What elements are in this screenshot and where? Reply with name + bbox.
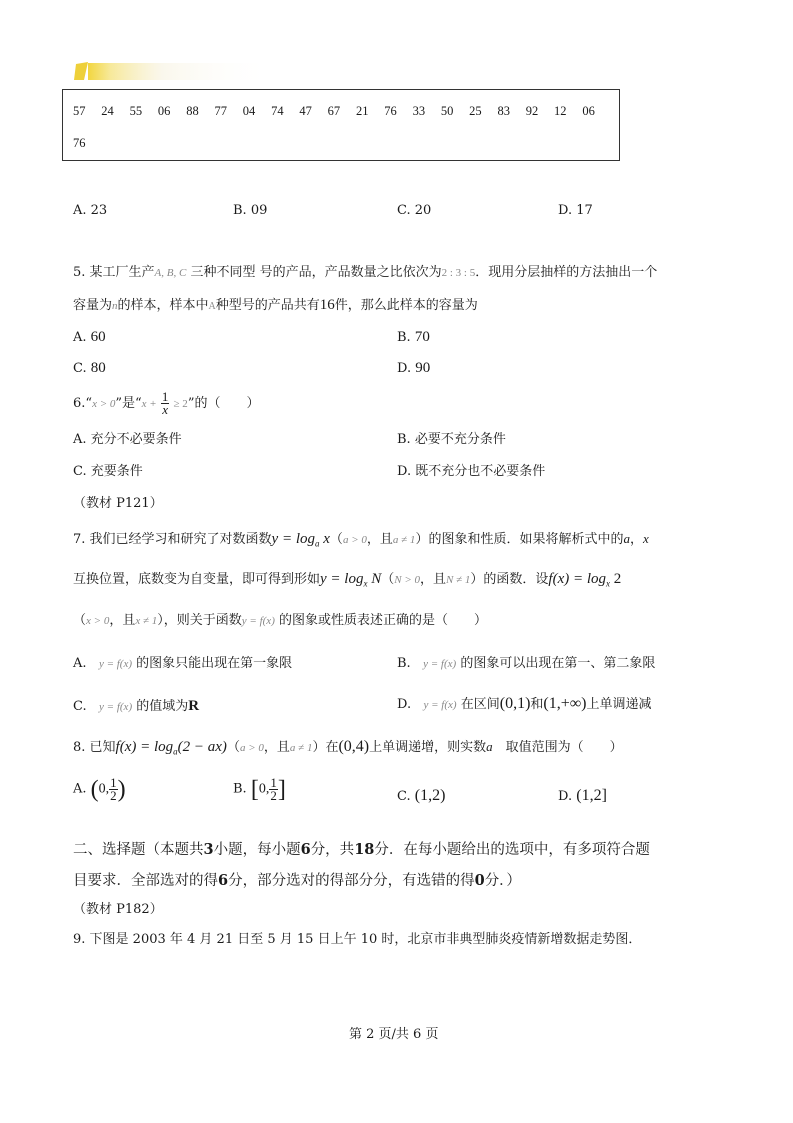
option-math-interval: (1,+∞) <box>543 695 587 712</box>
section-text: 目要求．全部选对的得 <box>73 873 218 889</box>
q7-line-1 <box>73 531 649 552</box>
option-math: y = f(x) <box>423 658 457 670</box>
random-number-cell: 25 <box>469 104 482 118</box>
section-text: 二、选择题（本题共 <box>73 842 204 858</box>
q7-option-d <box>397 696 652 713</box>
option-value: 80 <box>90 360 106 376</box>
option-label: D. <box>397 697 412 712</box>
q7-text: 互换位置，底数变为自变量，即可得到形如 <box>73 572 321 587</box>
option-paren: ) <box>117 776 126 803</box>
q8-math-sub: a <box>173 746 178 757</box>
q5-line-1 <box>73 265 657 281</box>
section-text: 分．） <box>484 873 521 889</box>
q7-text: （ <box>329 532 343 547</box>
header-logo <box>74 60 274 82</box>
option-fraction <box>269 777 278 802</box>
q8-math-arg: (2 − ax) <box>177 739 227 755</box>
option-text: 在区间 <box>460 697 500 712</box>
q8-text: 取值范围为（ ） <box>492 740 623 755</box>
random-number-cell: 06 <box>157 104 171 118</box>
random-number-cell: 12 <box>554 104 567 118</box>
section-number: 18 <box>354 841 375 858</box>
q8-math-cond: a ≠ 1 <box>289 742 313 754</box>
q7-text: ， <box>629 532 643 547</box>
q8-option-a <box>73 777 126 802</box>
q5-text: 种型号的产品共有 <box>215 298 320 313</box>
page-footer: 第 2 页/共 6 页 <box>349 1027 439 1042</box>
q7-option-c <box>73 698 199 715</box>
q8-math-a: a <box>486 739 493 754</box>
fraction-denominator: 2 <box>110 788 117 803</box>
q6-math-x-plus: x + <box>141 398 157 410</box>
q5-text: 三种不同型 号的产品，产品数量之比依次为 <box>186 265 442 280</box>
q5-text: 容量为 <box>73 298 113 313</box>
random-number-cell: 88 <box>186 104 199 118</box>
q7-math-cond: N > 0 <box>394 574 421 586</box>
q5-option-b <box>397 329 430 346</box>
option-paren: ] <box>277 776 286 803</box>
option-math: (1,2) <box>414 787 446 804</box>
section-number: 0 <box>474 872 485 889</box>
q7-option-a <box>73 656 292 672</box>
option-label: C. <box>397 789 411 804</box>
section-number: 3 <box>203 841 214 858</box>
q5-line-2 <box>73 297 478 315</box>
random-number-cell: 76 <box>384 104 397 118</box>
option-label: A. <box>73 781 87 797</box>
option-label: C. <box>73 361 87 376</box>
q7-math-sub: a <box>315 538 320 549</box>
random-number-cell: 67 <box>327 104 341 118</box>
q7-text: ）的图象和性质．如果将解析式中的 <box>415 532 624 547</box>
q5-math-ratio: 2 : 3 : 5 <box>441 267 476 279</box>
random-number-cell: 57 <box>73 104 86 118</box>
q7-text: （ <box>381 572 395 587</box>
q5-option-c <box>73 360 106 377</box>
random-number-cell: 76 <box>73 136 86 150</box>
q6-math-cond1: x > 0 <box>92 398 116 410</box>
option-text: 的图象可以出现在第一、第二象限 <box>460 656 656 671</box>
number-row-1 <box>73 104 611 119</box>
random-number-cell: 04 <box>242 104 256 118</box>
fraction-numerator: 1 <box>161 389 169 404</box>
q7-math-two: 2 <box>610 571 622 587</box>
option-text: 上单调递减 <box>586 697 652 712</box>
option-label: B. <box>397 330 411 345</box>
section-text: 分．在每小题给出的选项中，有多项符合题 <box>374 842 650 858</box>
q5-math-a: A <box>208 301 216 312</box>
textbook-reference: （教材 P182） <box>73 902 163 917</box>
q8-text: 上单调递增，则实数 <box>369 740 487 755</box>
random-number-cell: 21 <box>355 104 369 118</box>
option-math: 0, <box>258 781 270 797</box>
q7-text: ），则关于函数 <box>157 613 242 628</box>
q7-math-fn: y = f(x) <box>241 615 275 627</box>
option-paren: [ <box>250 776 259 803</box>
q5-text: ．现用分层抽样的方法抽出一个 <box>475 265 658 280</box>
random-number-cell: 74 <box>271 104 284 118</box>
q5-option-a <box>73 329 106 346</box>
q6-text: ”是“ <box>115 396 142 411</box>
random-number-table <box>62 89 620 161</box>
fraction-numerator: 1 <box>110 775 117 790</box>
option-label: D. <box>397 361 412 376</box>
q7-text: 7. 我们已经学习和研究了对数函数 <box>73 532 272 547</box>
q7-text: ）的函数．设 <box>470 572 549 587</box>
random-number-cell: 24 <box>101 104 114 118</box>
q8-text: ，且 <box>263 740 290 755</box>
option-math: 0, <box>98 781 110 797</box>
q5-text: 5. 某工厂生产 <box>73 265 155 280</box>
q7-text: ，且 <box>420 572 447 587</box>
q5-text: 件，那么此样本的容量为 <box>334 298 478 313</box>
q6-option-c: C. 充要条件 <box>73 464 143 479</box>
q7-math-sub: x <box>363 578 368 589</box>
q7-math-cond: a ≠ 1 <box>392 534 416 546</box>
option-math-interval: (0,1) <box>499 695 531 712</box>
q7-math-x: x <box>319 531 330 547</box>
option-label: A. <box>73 656 87 671</box>
q5-math-n: n <box>112 300 118 312</box>
option-value: 70 <box>414 329 430 345</box>
fraction-denominator: 2 <box>270 788 277 803</box>
q8-math-interval: (0,4) <box>338 738 370 755</box>
q7-line-2 <box>73 571 621 592</box>
section-text: 小题，每小题 <box>213 842 301 858</box>
q5-option-d <box>397 360 430 377</box>
option-math: y = f(x) <box>423 699 457 711</box>
fraction-numerator: 1 <box>270 775 277 790</box>
q7-text: （ <box>73 613 87 628</box>
option-math: (1,2] <box>576 787 607 804</box>
q7-math-cond: N ≠ 1 <box>446 574 471 586</box>
option-math: y = f(x) <box>98 658 133 670</box>
q7-line-3 <box>73 613 487 629</box>
option-label: C. <box>73 699 87 714</box>
option-math-r: R <box>188 698 200 714</box>
q4-option-d: D. 17 <box>558 203 593 218</box>
section-2-heading-line-1 <box>73 838 650 859</box>
q7-math-log: y = log <box>320 571 364 587</box>
random-number-cell: 06 <box>582 104 595 118</box>
q6-option-b: B. 必要不充分条件 <box>397 432 506 447</box>
q6-text: 6.“ <box>73 396 93 411</box>
q9-stem: 9. 下图是 2003 年 4 月 21 日至 5 月 15 日上午 10 时，北京市非典型肺炎疫情新增数据走势图． <box>73 932 642 947</box>
q8-stem <box>73 739 623 760</box>
section-2-heading-line-2 <box>73 869 521 890</box>
q7-text: 的图象或性质表述正确的是（ ） <box>279 613 488 628</box>
q7-math-n: N <box>367 571 382 587</box>
option-text: 的图象只能出现在第一象限 <box>136 656 293 671</box>
q7-option-b <box>397 656 655 672</box>
q6-option-a: A. 充分不必要条件 <box>73 432 182 447</box>
q8-option-d <box>558 788 607 805</box>
option-label: B. <box>397 656 411 671</box>
option-math: y = f(x) <box>99 701 133 713</box>
section-number: 6 <box>218 872 229 889</box>
q7-math-cond: a > 0 <box>342 534 367 546</box>
q7-math-a: a <box>623 531 630 546</box>
option-label: A. <box>73 330 87 345</box>
section-number: 6 <box>300 841 311 858</box>
random-number-cell: 55 <box>129 104 143 118</box>
q8-option-b <box>233 777 286 802</box>
q7-math-cond: x > 0 <box>86 615 110 627</box>
q5-math-16: 16 <box>319 297 335 313</box>
q7-math-cond: x ≠ 1 <box>135 615 158 627</box>
option-paren: ( <box>90 776 99 803</box>
q4-option-b: B. 09 <box>233 203 268 218</box>
option-text: 和 <box>530 697 544 712</box>
q7-math-x: x <box>642 531 649 546</box>
section-text: 分，共 <box>310 842 355 858</box>
q6-fraction <box>161 391 170 416</box>
random-number-cell: 47 <box>299 104 312 118</box>
q6-math-ge2: ≥ 2 <box>173 398 188 410</box>
q7-text: ，且 <box>366 532 393 547</box>
q8-option-c <box>397 788 445 805</box>
q6-text: ”的（ ） <box>187 396 260 411</box>
option-label: B. <box>233 781 247 797</box>
random-number-cell: 92 <box>525 104 539 118</box>
option-fraction <box>109 777 118 802</box>
q8-text: ）在 <box>312 740 339 755</box>
q7-math-def: f(x) = log <box>548 571 607 587</box>
q5-math-abc: A, B, C <box>154 267 187 279</box>
q4-option-c: C. 20 <box>397 203 432 218</box>
random-number-cell: 77 <box>214 104 227 118</box>
q8-text: 8. 已知 <box>73 740 116 755</box>
option-label: D. <box>558 789 573 804</box>
q7-math-log: y = log <box>271 531 315 547</box>
q6-stem <box>73 390 259 418</box>
q4-option-a: A. 23 <box>73 203 108 218</box>
number-row-2 <box>73 136 101 151</box>
q7-text: ，且 <box>109 613 136 628</box>
textbook-reference: （教材 P121） <box>73 496 163 511</box>
section-text: 分，部分选对的得部分分，有选错的得 <box>228 873 475 889</box>
fraction-denominator: x <box>162 402 169 417</box>
random-number-cell: 83 <box>497 104 510 118</box>
q8-math-cond: a > 0 <box>239 742 264 754</box>
random-number-cell: 50 <box>440 104 454 118</box>
random-number-cell: 33 <box>412 104 426 118</box>
option-value: 60 <box>90 329 106 345</box>
option-text: 的值域为 <box>136 699 189 714</box>
option-value: 90 <box>415 360 431 376</box>
q6-option-d: D. 既不充分也不必要条件 <box>397 464 546 479</box>
q7-math-sub: x <box>606 578 611 589</box>
q8-text: （ <box>226 740 240 755</box>
q8-math-log: f(x) = log <box>115 739 174 755</box>
q5-text: 的样本，样本中 <box>117 298 209 313</box>
